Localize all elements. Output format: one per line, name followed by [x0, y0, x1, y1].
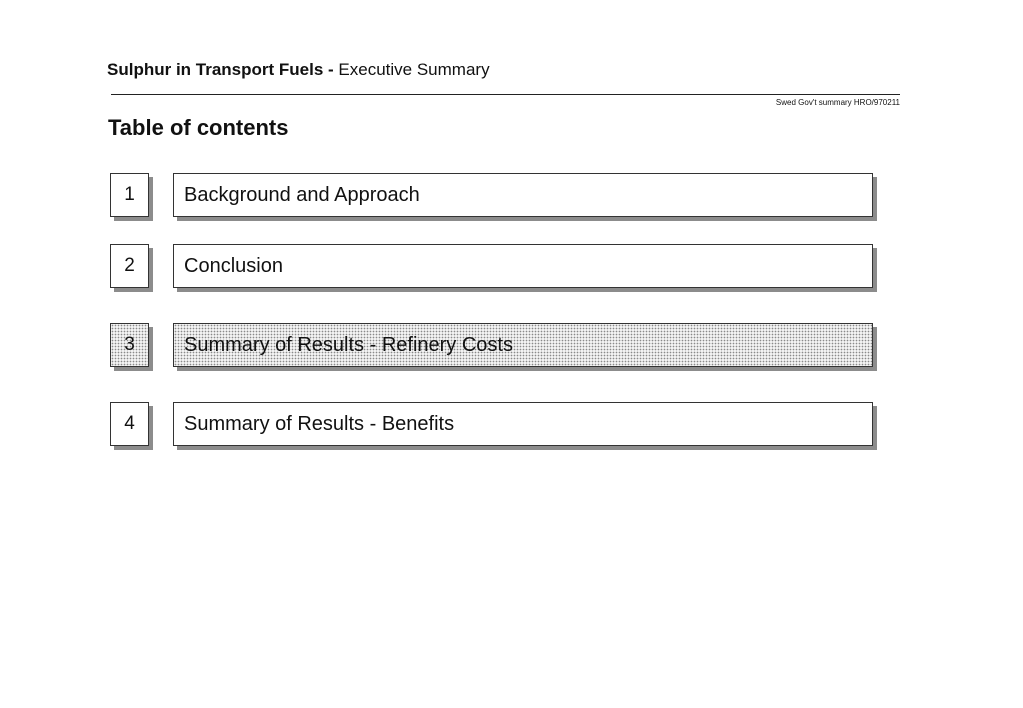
toc-item-number: 1	[110, 173, 149, 217]
toc-item-3[interactable]	[110, 323, 874, 369]
header-divider	[111, 94, 900, 95]
document-header	[107, 60, 490, 80]
toc-item-number: 3	[110, 323, 149, 367]
toc-item-label: Conclusion	[173, 244, 873, 288]
toc-item-label: Summary of Results - Benefits	[173, 402, 873, 446]
page-title: Table of contents	[108, 115, 289, 140]
toc-item-2[interactable]	[110, 244, 874, 290]
toc-item-1[interactable]	[110, 173, 874, 219]
toc-item-label: Background and Approach	[173, 173, 873, 217]
toc-item-label: Summary of Results - Refinery Costs	[173, 323, 873, 367]
toc-item-4[interactable]	[110, 402, 874, 448]
document-reference: Swed Gov't summary HRO/970211	[775, 98, 900, 107]
header-title-bold: Sulphur in Transport Fuels -	[107, 60, 334, 79]
toc-item-number: 4	[110, 402, 149, 446]
header-title-rest: Executive Summary	[338, 60, 490, 79]
toc-item-number: 2	[110, 244, 149, 288]
